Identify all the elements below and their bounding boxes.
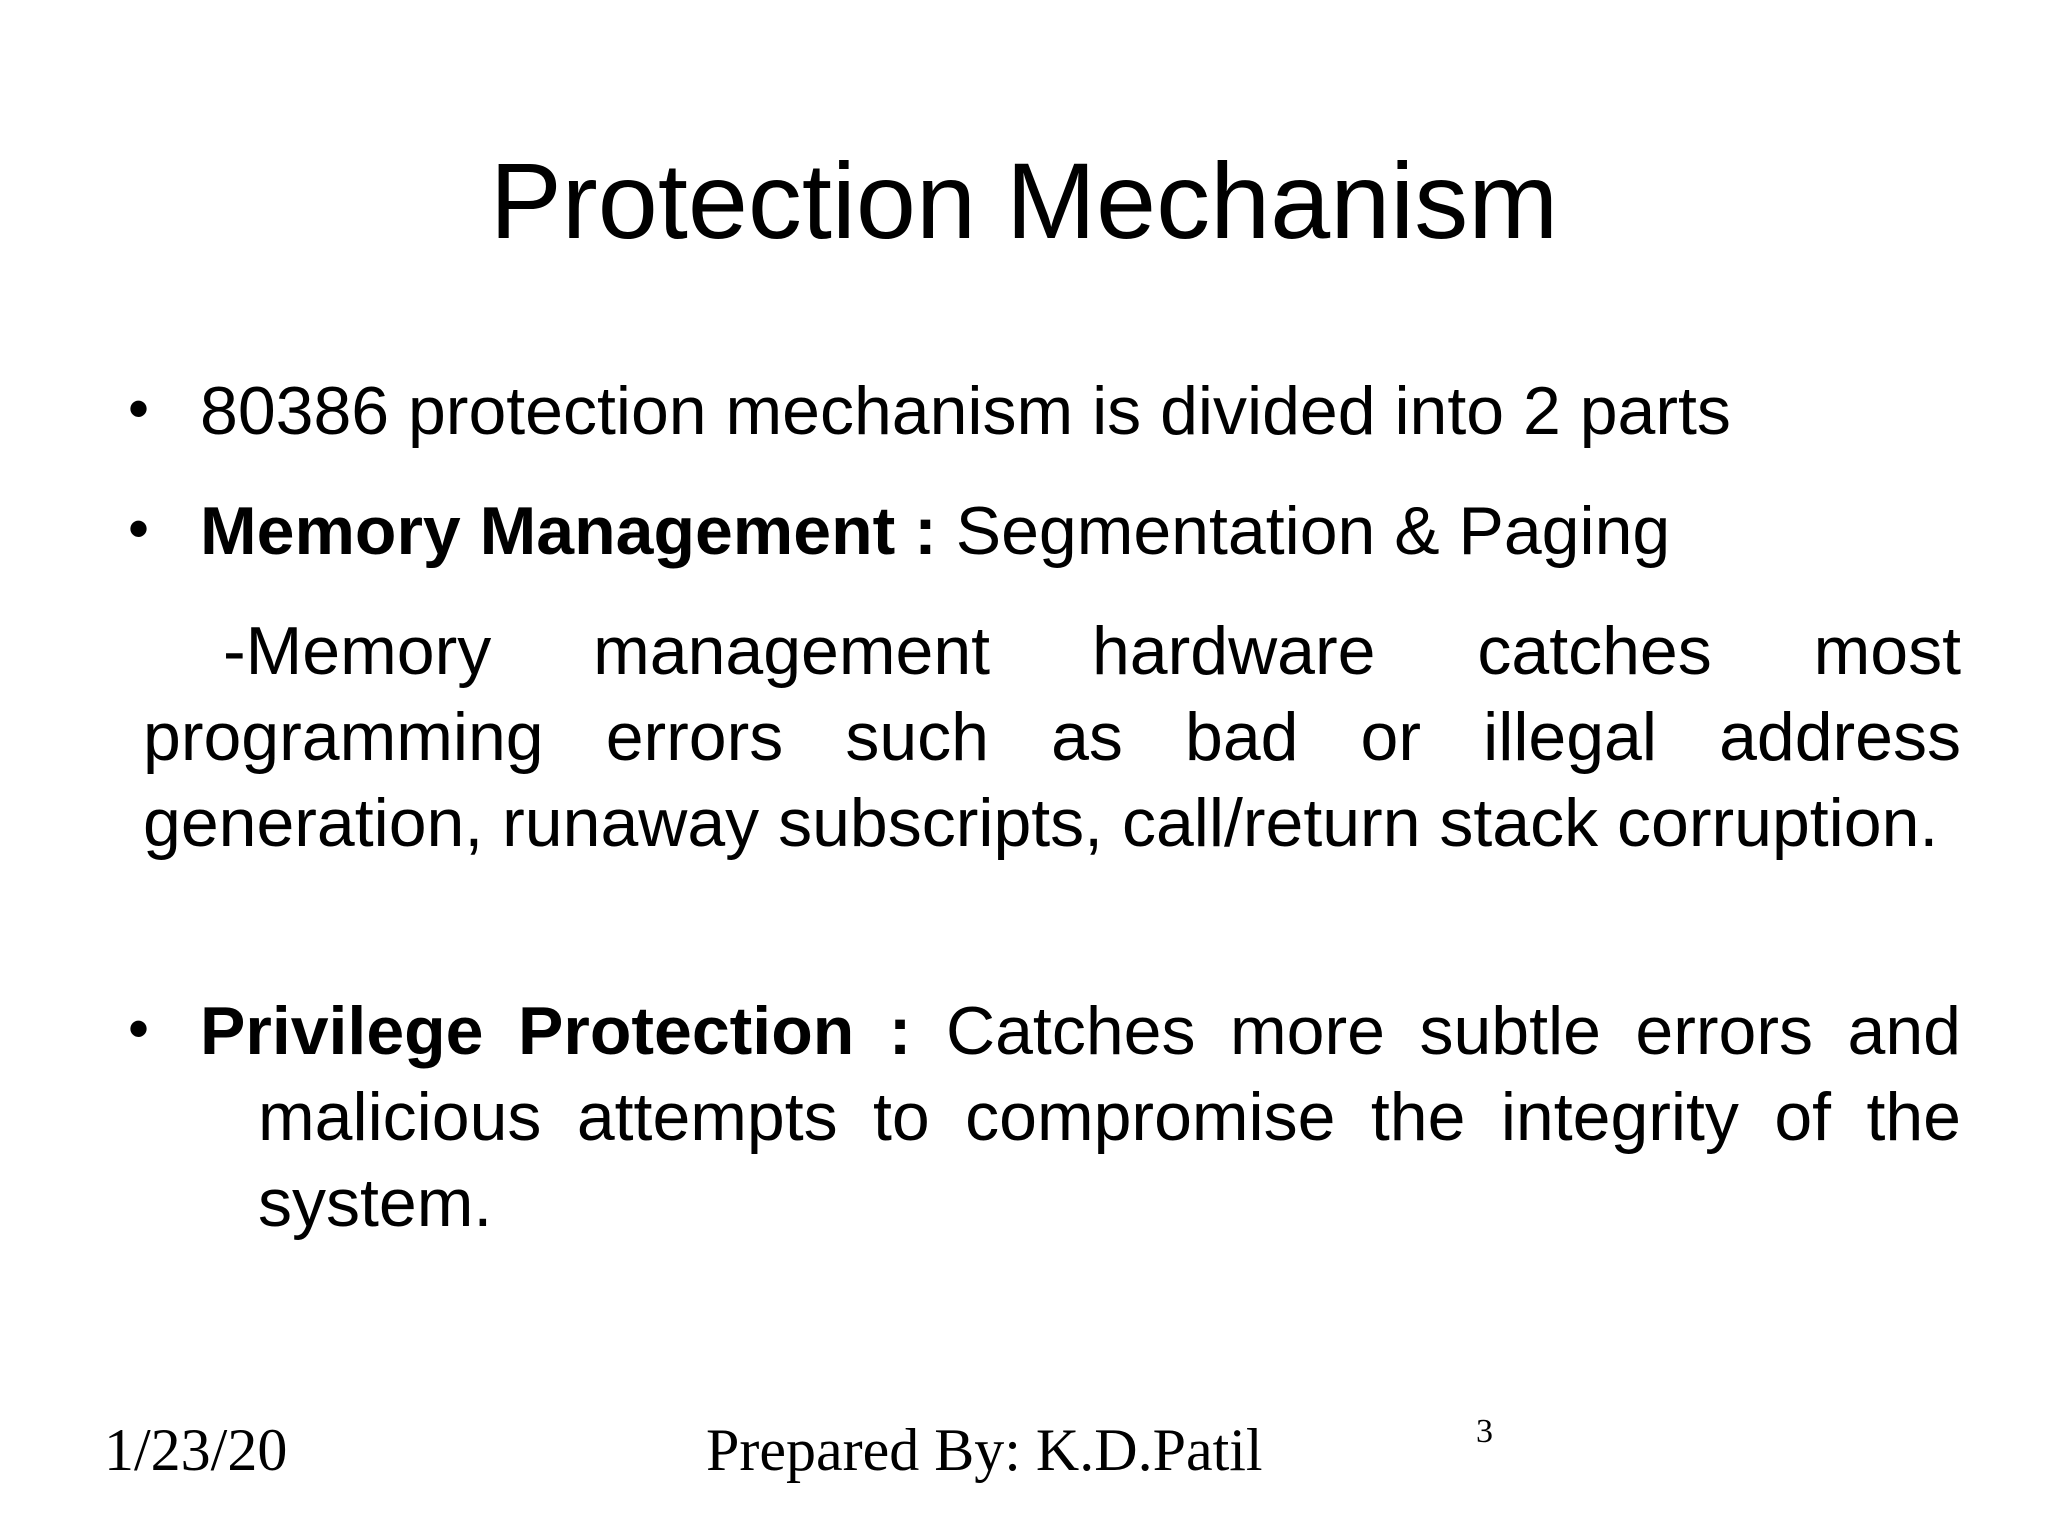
bullet-item-2-text: Segmentation & Paging	[955, 493, 1671, 569]
bullet-item-1-text: 80386 protection mechanism is divided into 2 parts	[200, 373, 1731, 449]
memory-management-paragraph	[143, 608, 1961, 866]
bullet-item-3-text: Catches more subtle errors and malicious attempts to compromise the integrity of the system.	[258, 993, 1961, 1241]
bullet-item-2-label: Memory Management :	[200, 493, 937, 569]
bullet-item-3	[200, 988, 1961, 1246]
page-number: 3	[1476, 1413, 1493, 1450]
slide-title: Protection Mechanism	[489, 140, 1559, 261]
bullet-item-1	[200, 368, 1980, 454]
bullet-icon: •	[128, 995, 150, 1062]
bullet-icon: •	[128, 375, 150, 442]
bullet-item-3-label: Privilege Protection :	[200, 993, 912, 1069]
paragraph-text: -Memory management hardware catches most programming errors such as bad or illegal address generation, runaway subscripts, call/return stack corruption.	[143, 613, 1961, 861]
bullet-icon: •	[128, 495, 150, 562]
footer-author: Prepared By: K.D.Patil	[706, 1417, 1263, 1483]
footer-date: 1/23/20	[104, 1417, 288, 1483]
bullet-item-2	[200, 488, 1980, 574]
